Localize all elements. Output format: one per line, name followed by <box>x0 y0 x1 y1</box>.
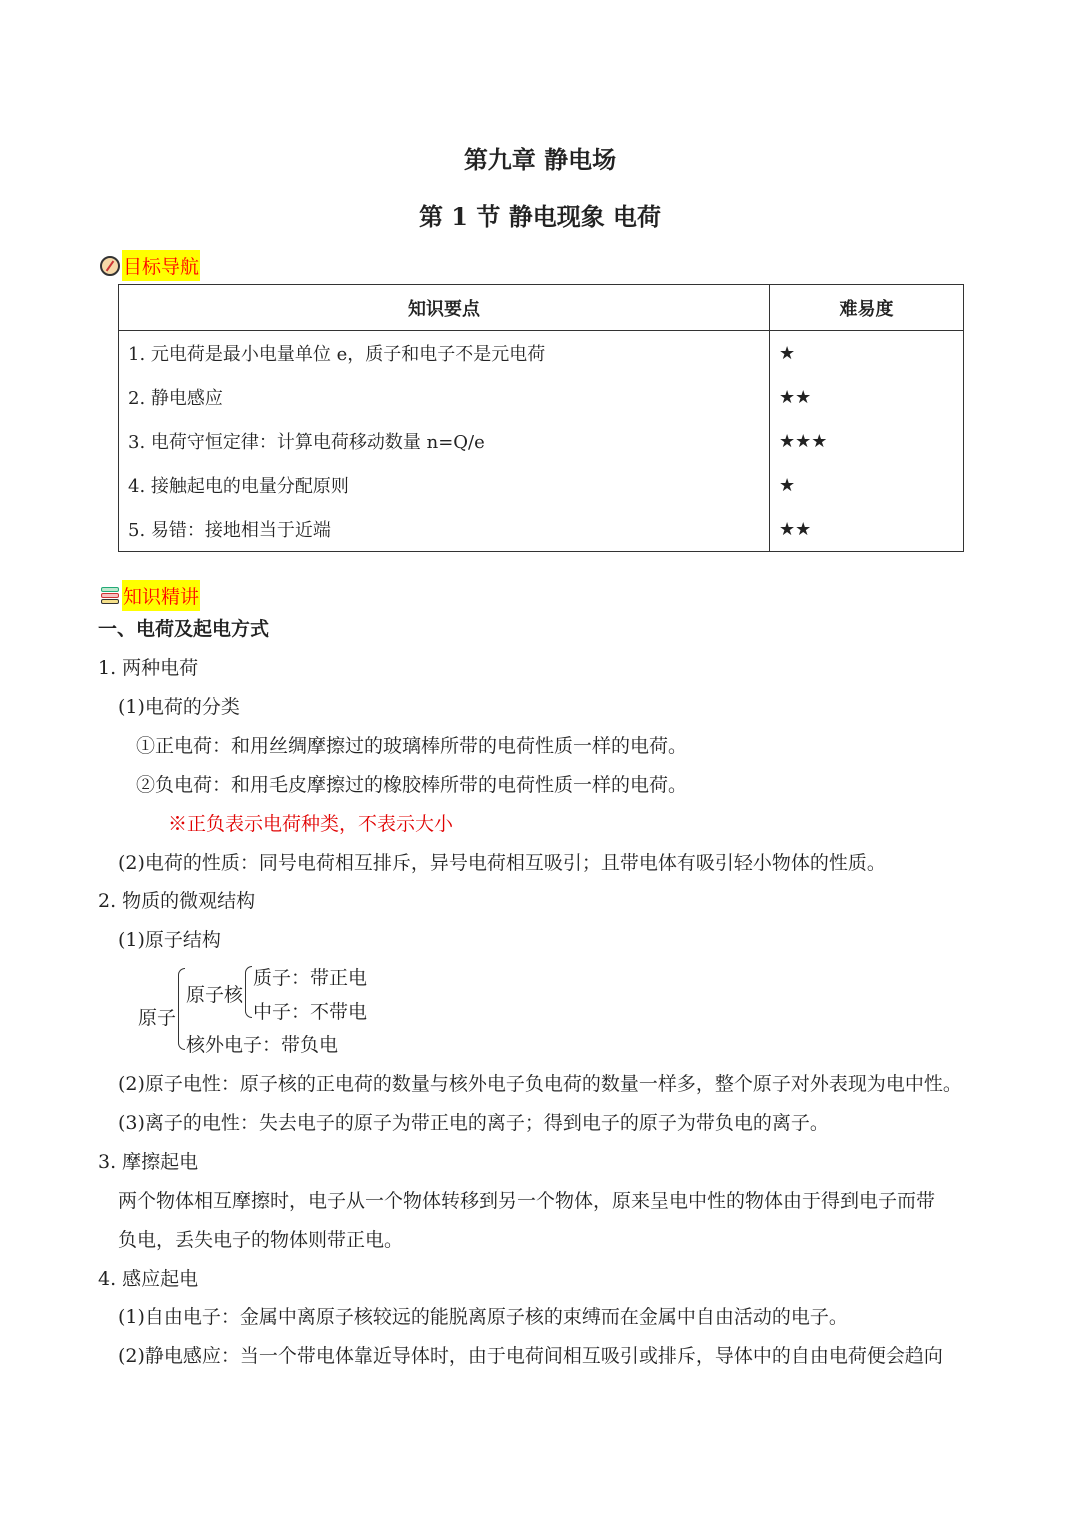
s4-2: (2)静电感应：当一个带电体靠近导体时，由于电荷间相互吸引或排斥，导体中的自由电荷便会趋向 <box>118 1345 943 1367</box>
knowledge-point: 3. 电荷守恒定律：计算电荷移动数量 n=Q/e <box>119 419 770 463</box>
knowledge-heading <box>100 580 200 611</box>
section-title: 第 1 节 静电现象 电荷 <box>418 202 662 231</box>
s3-para-line2: 负电，丢失电子的物体则带正电。 <box>118 1229 404 1251</box>
s2-1: (1)原子结构 <box>118 929 221 951</box>
s2-3: (3)离子的电性：失去电子的原子为带正电的离子；得到电子的原子为带负电的离子。 <box>118 1112 829 1134</box>
knowledge-point: 5. 易错：接地相当于近端 <box>119 507 770 552</box>
difficulty-stars: ★ <box>770 331 964 376</box>
s1-1-b: ②负电荷：和用毛皮摩擦过的橡胶棒所带的电荷性质一样的电荷。 <box>136 774 688 796</box>
s1-1: (1)电荷的分类 <box>118 696 240 718</box>
goals-heading <box>100 250 200 281</box>
s1-2: (2)电荷的性质：同号电荷相互排斥，异号电荷相互吸引；且带电体有吸引轻小物体的性质。 <box>118 852 886 874</box>
s1-title: 1. 两种电荷 <box>98 657 199 679</box>
table-row <box>119 419 964 463</box>
goals-table <box>118 284 964 552</box>
table-row <box>119 375 964 419</box>
compass-icon <box>100 256 120 276</box>
difficulty-stars: ★★★ <box>770 419 964 463</box>
s1-1-a: ①正电荷：和用丝绸摩擦过的玻璃棒所带的电荷性质一样的电荷。 <box>136 735 688 757</box>
s3-para-line1: 两个物体相互摩擦时，电子从一个物体转移到另一个物体，原来呈电中性的物体由于得到电子而带 <box>118 1190 936 1212</box>
s2-2: (2)原子电性：原子核的正电荷的数量与核外电子负电荷的数量一样多，整个原子对外表现为电中性。 <box>118 1073 962 1095</box>
knowledge-point: 4. 接触起电的电量分配原则 <box>119 463 770 507</box>
column-header-point: 知识要点 <box>119 285 770 331</box>
difficulty-stars: ★★ <box>770 507 964 552</box>
atom-brace <box>178 968 185 1050</box>
knowledge-point: 2. 静电感应 <box>119 375 770 419</box>
difficulty-stars: ★ <box>770 463 964 507</box>
note-text: ※正负表示电荷种类，不表示大小 <box>168 813 454 835</box>
s4-1: (1)自由电子：金属中离原子核较远的能脱离原子核的束缚而在金属中自由活动的电子。 <box>118 1306 848 1328</box>
s4-title: 4. 感应起电 <box>98 1268 199 1290</box>
knowledge-point: 1. 元电荷是最小电量单位 e，质子和电子不是元电荷 <box>119 331 770 376</box>
electron-label: 核外电子：带负电 <box>186 1034 339 1056</box>
goals-heading-label: 目标导航 <box>122 250 200 281</box>
table-row <box>119 331 964 376</box>
proton-label: 质子：带正电 <box>253 967 368 989</box>
s2-title: 2. 物质的微观结构 <box>98 890 256 912</box>
column-header-difficulty: 难易度 <box>770 285 964 331</box>
atom-label: 原子 <box>138 1007 177 1029</box>
nucleus-label: 原子核 <box>186 984 244 1006</box>
books-icon <box>100 586 120 606</box>
neutron-label: 中子：不带电 <box>253 1001 368 1023</box>
table-header-row <box>119 285 964 331</box>
chapter-title: 第九章 静电场 <box>463 145 617 174</box>
table-row <box>119 463 964 507</box>
nucleus-brace <box>245 966 252 1018</box>
knowledge-heading-label: 知识精讲 <box>122 580 200 611</box>
s3-title: 3. 摩擦起电 <box>98 1151 199 1173</box>
table-row <box>119 507 964 552</box>
part1-title: 一、电荷及起电方式 <box>98 618 270 640</box>
difficulty-stars: ★★ <box>770 375 964 419</box>
